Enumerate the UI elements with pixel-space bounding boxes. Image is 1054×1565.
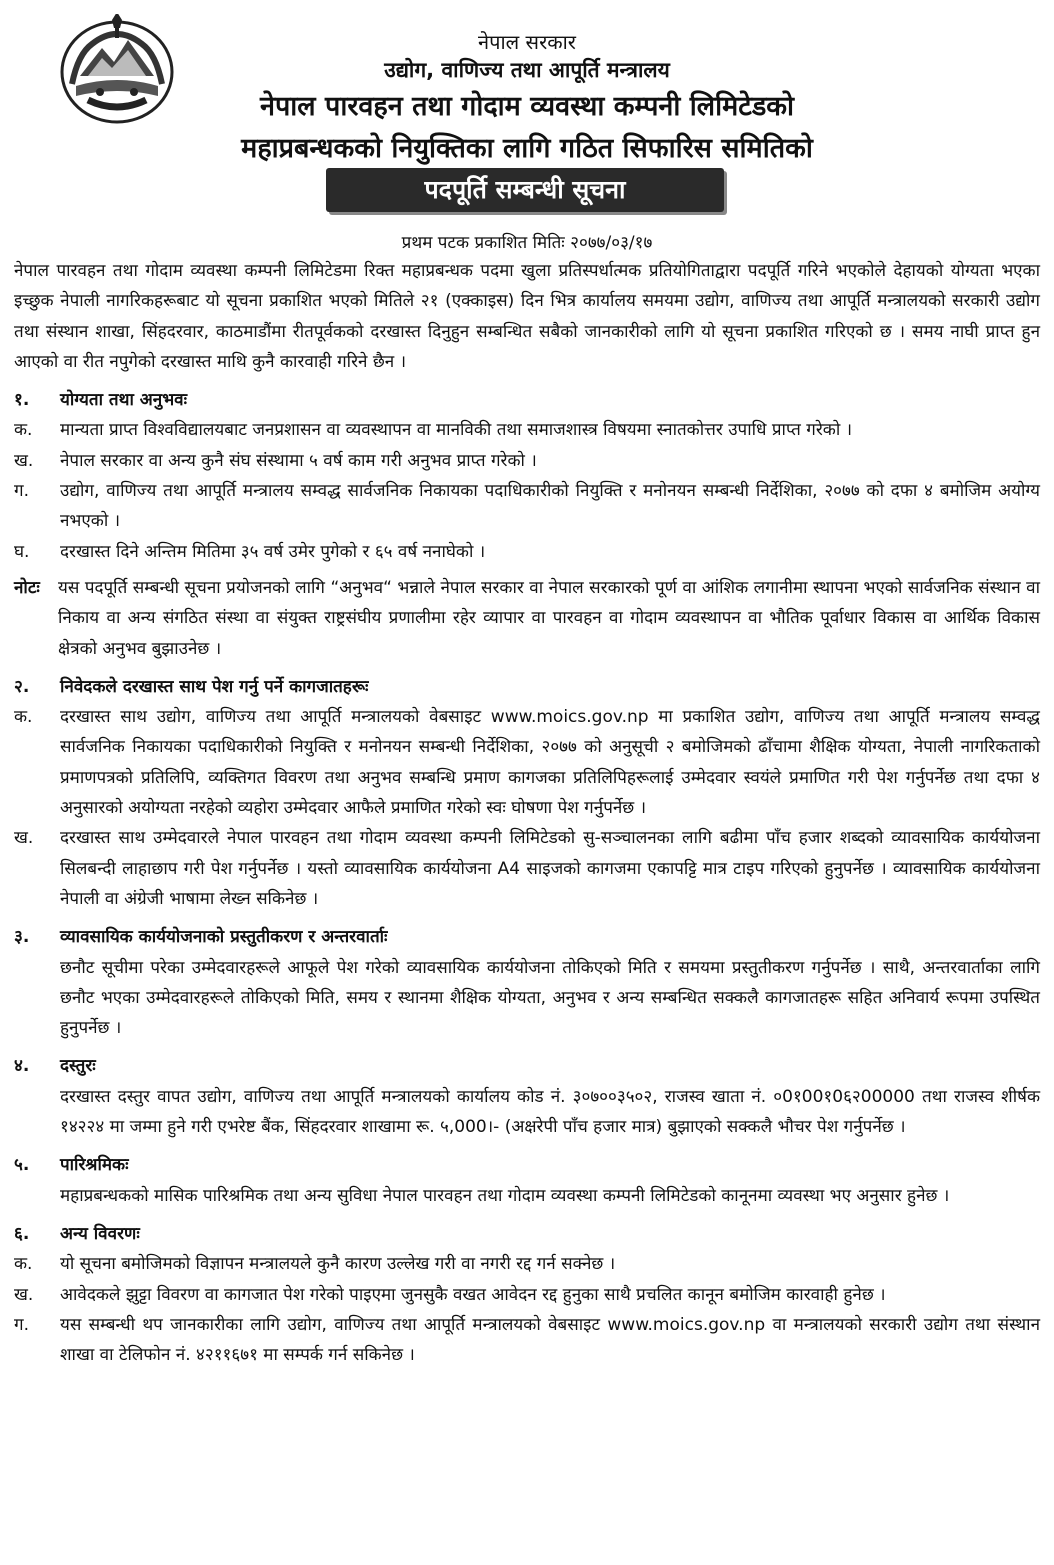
section-number: २. (14, 676, 30, 697)
section-number: ४. (14, 1056, 30, 1077)
list-item (14, 476, 1040, 537)
item-text: मान्यता प्राप्त विश्वविद्यालयबाट जनप्रशासन वा व्यवस्थापन वा मानविकी तथा समाजशास्त्र विषयमा स्नातकोत्तर उपाधि प्राप्त गरेको । (60, 420, 853, 441)
company-heading: नेपाल पारवहन तथा गोदाम व्यवस्था कम्पनी लिमिटेडको (259, 91, 795, 122)
section-title: अन्य विवरणः (60, 1223, 140, 1244)
section-title: निवेदकले दरखास्त साथ पेश गर्नु पर्ने कागजातहरूः (60, 676, 369, 697)
item-text: उद्योग, वाणिज्य तथा आपूर्ति मन्त्रालय सम्वद्ध सार्वजनिक निकायका पदाधिकारीको नियुक्ति र मनोनयन सम्बन्धी निर्देशिका, २०७७ को दफा ४ बमोजिम अयोग्य नभएको । (60, 481, 1040, 532)
item-text: आवेदकले झुट्टा विवरण वा कागजात पेश गरेको पाइएमा जुनसुकै वखत आवेदन रद्द हुनुका साथै प्रचलित कानून बमोजिम कारवाही हुनेछ । (60, 1284, 886, 1305)
note-text: यस पदपूर्ति सम्बन्धी सूचना प्रयोजनको लागि “अनुभव“ भन्नाले नेपाल सरकार वा नेपाल सरकारको पूर्ण वा आंशिक लगानीमा स्थापना भएको सार्वजनिक संस्थान वा निकाय वा अन्य संगठित संस्था वा संयुक्त राष्ट्रसंघीय प्रणालीमा रहेर व्यापार वा पारवहन वा गोदाम व्यवस्थापन वा भौतिक पूर्वाधार विकास वा आर्थिक विकास क्षेत्रको अनुभव बुझाउनेछ । (58, 577, 1040, 659)
list-item (14, 1310, 1040, 1371)
ministry-heading: उद्योग, वाणिज्य तथा आपूर्ति मन्त्रालय (384, 58, 670, 82)
section-5-text: महाप्रबन्धकको मासिक पारिश्रमिक तथा अन्य सुविधा नेपाल पारवहन तथा गोदाम व्यवस्था कम्पनी लिमिटेडको कानूनमा व्यवस्था भए अनुसार हुनेछ । (60, 1185, 950, 1206)
item-mark: क. (14, 707, 33, 728)
section-3-heading (14, 922, 1040, 952)
committee-heading: महाप्रबन्धकको नियुक्तिका लागि गठित सिफारिस समितिको (241, 133, 813, 164)
section-4-text: दरखास्त दस्तुर वापत उद्योग, वाणिज्य तथा आपूर्ति मन्त्रालयको कार्यालय कोड नं. ३०७००३५०२, राजस्व खाता नं. ०0१00१0६२00000 तथा राजस्व शीर्षक १४२२४ मा जम्मा हुने गरी एभरेष्ट बैंक, सिंहदरवार शाखामा रू. ५,000।- (अक्षरेपी पाँच हजार मात्र) बुझाएको सक्कलै भौचर पेश गर्नुपर्नेछ । (60, 1086, 1040, 1138)
list-item (14, 1249, 1040, 1279)
intro-paragraph: नेपाल पारवहन तथा गोदाम व्यवस्था कम्पनी लिमिटेडमा रिक्त महाप्रबन्धक पदमा खुला प्रतिस्पर्धात्मक प्रतियोगिताद्वारा पदपूर्ति गरिने भएकोले देहायको योग्यता भएका इच्छुक नेपाली नागरिकहरूबाट यो सूचना प्रकाशित भएको मितिले २१ (एक्काइस) दिन भित्र कार्यालय समयमा उद्योग, वाणिज्य तथा आपूर्ति मन्त्रालयको सरकारी उद्योग तथा संस्थान शाखा, सिंहदरवार, काठमाडौंमा रीतपूर्वकको दरखास्त दिनुहुन सम्बन्धित सबैको जानकारीको लागि यो सूचना प्रकाशित गरिएको छ । समय नाघी प्राप्त हुन आएको वा रीत नपुगेको दरखास्त माथि कुनै कारवाही गरिने छैन । (14, 261, 1040, 372)
list-item (14, 446, 1040, 476)
section-number: ५. (14, 1155, 30, 1176)
item-mark: क. (14, 420, 33, 441)
item-mark: ख. (14, 1284, 34, 1305)
government-heading: नेपाल सरकार (478, 30, 576, 54)
experience-note (14, 573, 1040, 664)
item-text: दरखास्त साथ उम्मेदवारले नेपाल पारवहन तथा गोदाम व्यवस्था कम्पनी लिमिटेडको सु-सञ्चालनका लागि बढीमा पाँच हजार शब्दको व्यावसायिक कार्ययोजना सिलबन्दी लाहाछाप गरी पेश गर्नुपर्नेछ । यस्तो व्यावसायिक कार्ययोजना A4 साइजको कागजमा एकापट्टि मात्र टाइप गरिएको हुनुपर्नेछ । व्यावसायिक कार्ययोजना नेपाली वा अंग्रेजी भाषामा लेख्न सकिनेछ । (60, 828, 1040, 909)
section-title: योग्यता तथा अनुभवः (60, 390, 188, 411)
list-item (14, 1280, 1040, 1310)
item-text: दरखास्त साथ उद्योग, वाणिज्य तथा आपूर्ति मन्त्रालयको वेबसाइट www.moics.gov.np मा प्रकाशित उद्योग, वाणिज्य तथा आपूर्ति मन्त्रालय सम्वद्ध सार्वजनिक निकायका पदाधिकारीको नियुक्ति र मनोनयन सम्बन्धी निर्देशिका, २०७७ को अनुसूची २ बमोजिमको ढाँचामा शैक्षिक योग्यता, नेपाली नागरिकताको प्रमाणपत्रको प्रतिलिपि, व्यक्तिगत विवरण तथा अनुभव सम्बन्धि प्रमाण कागजका प्रतिलिपिहरूलाई उम्मेदवार स्वयंले प्रमाणित गरी पेश गर्नुपर्नेछ तथा दफा ४ अनुसारको अयोग्यता नरहेको व्यहोरा उम्मेदवार आफैले प्रमाणित गरेको स्वः घोषणा पेश गर्नुपर्नेछ । (60, 707, 1040, 819)
list-item (14, 537, 1040, 567)
item-mark: ख. (14, 828, 34, 849)
section-title: पारिश्रमिकः (60, 1155, 129, 1176)
section-number: ३. (14, 927, 30, 948)
section-3-text: छनौट सूचीमा परेका उम्मेदवारहरूले आफूले पेश गरेको व्यावसायिक कार्ययोजना तोकिएको मिति र समयमा प्रस्तुतीकरण गर्नुपर्नेछ । साथै, अन्तरवार्ताका लागि छनौट भएका उम्मेदवारहरूले तोकिएको मिति, समय र स्थानमा शैक्षिक योग्यता, अनुभव र अन्य सम्बन्धित सक्कलै कागजातहरू सहित अनिवार्य रूपमा उपस्थित हुनुपर्नेछ । (60, 957, 1040, 1039)
notice-body (14, 256, 1040, 1370)
section-6-heading (14, 1219, 1040, 1249)
item-text: यस सम्बन्धी थप जानकारीका लागि उद्योग, वाणिज्य तथा आपूर्ति मन्त्रालयको वेबसाइट www.moics.gov.np वा मन्त्रालयको सरकारी उद्योग तथा संस्थान शाखा वा टेलिफोन नं. ४२११६७१ मा सम्पर्क गर्न सकिनेछ । (60, 1314, 1040, 1366)
list-item (14, 823, 1040, 914)
item-mark: क. (14, 1254, 33, 1275)
section-title: व्यावसायिक कार्ययोजनाको प्रस्तुतीकरण र अन्तरवार्ताः (60, 927, 388, 948)
section-2-heading (14, 672, 1040, 702)
item-text: यो सूचना बमोजिमको विज्ञापन मन्त्रालयले कुनै कारण उल्लेख गरी वा नगरी रद्द गर्न सक्नेछ । (60, 1254, 616, 1275)
list-item (14, 702, 1040, 823)
item-text: दरखास्त दिने अन्तिम मितिमा ३५ वर्ष उमेर पुगेको र ६५ वर्ष ननाघेको । (60, 541, 486, 562)
list-item (14, 415, 1040, 445)
section-5-heading (14, 1150, 1040, 1180)
item-mark: घ. (14, 541, 30, 562)
note-label: नोटः (14, 577, 40, 598)
published-date: प्रथम पटक प्रकाशित मितिः २०७७/०३/१७ (401, 233, 653, 253)
section-number: ६. (14, 1223, 30, 1244)
section-1-heading (14, 385, 1040, 415)
section-title: दस्तुरः (60, 1056, 96, 1077)
item-text: नेपाल सरकार वा अन्य कुनै संघ संस्थामा ५ वर्ष काम गरी अनुभव प्राप्त गरेको । (60, 450, 537, 471)
item-mark: ग. (14, 1314, 29, 1335)
item-mark: ग. (14, 481, 29, 502)
notice-title: पदपूर्ति सम्बन्धी सूचना (326, 168, 724, 212)
item-mark: ख. (14, 450, 34, 471)
section-number: १. (14, 390, 30, 411)
section-4-heading (14, 1051, 1040, 1081)
